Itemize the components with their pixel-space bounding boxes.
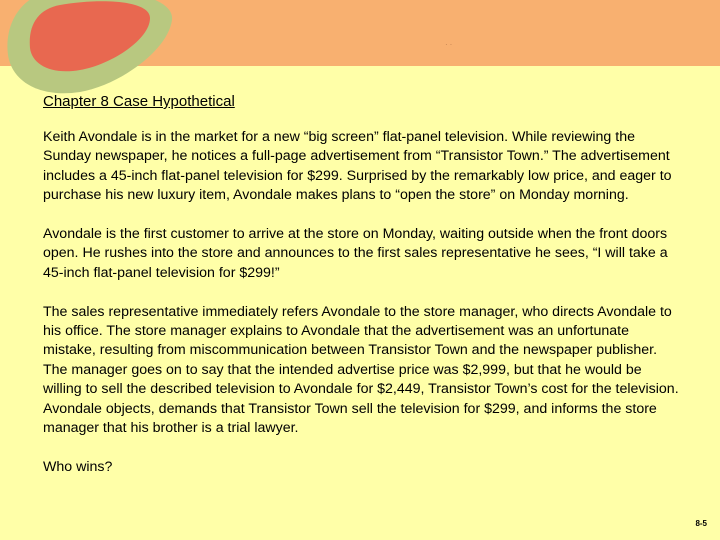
paragraph-question: Who wins? — [43, 458, 113, 475]
paragraph-manager-response: The sales representative immediately refers Avondale to the store manager, who directs Avondale to his office. The store manager explains to Avondale that the advertisement was an unfortunate mistake, resulting from miscommunication between Transistor Town and the newspaper publisher. The manager goes on to say that the intended advertise price was $2,999, but that he would be willing to sell the described television to Avondale for $2,449, Transistor Town’s cost for the television. Avondale objects, demands that Transistor Town sell the television for $299, and informs the store manager that his brother is a trial lawyer. — [43, 303, 679, 437]
header-dots: ·· — [445, 40, 455, 49]
paragraph-intro: Keith Avondale is in the market for a new “big screen” flat-panel television. While reviewing the Sunday newspaper, he notices a full-page advertisement from “Transistor Town.” The advertisement includes a 45-inch flat-panel television for $299. Surprised by the remarkably low price, and eager to purchase his new luxury item, Avondale makes plans to “open the store” on Monday morning. — [43, 129, 672, 204]
slide-title: Chapter 8 Case Hypothetical — [43, 93, 235, 110]
page-number: 8-5 — [695, 519, 707, 528]
paragraph-store-arrival: Avondale is the first customer to arrive at the store on Monday, waiting outside when the front doors open. He rushes into the store and announces to the first sales representative he sees, “I will take a 45-inch flat-panel television for $299!” — [43, 226, 668, 281]
slide-body — [43, 128, 683, 497]
